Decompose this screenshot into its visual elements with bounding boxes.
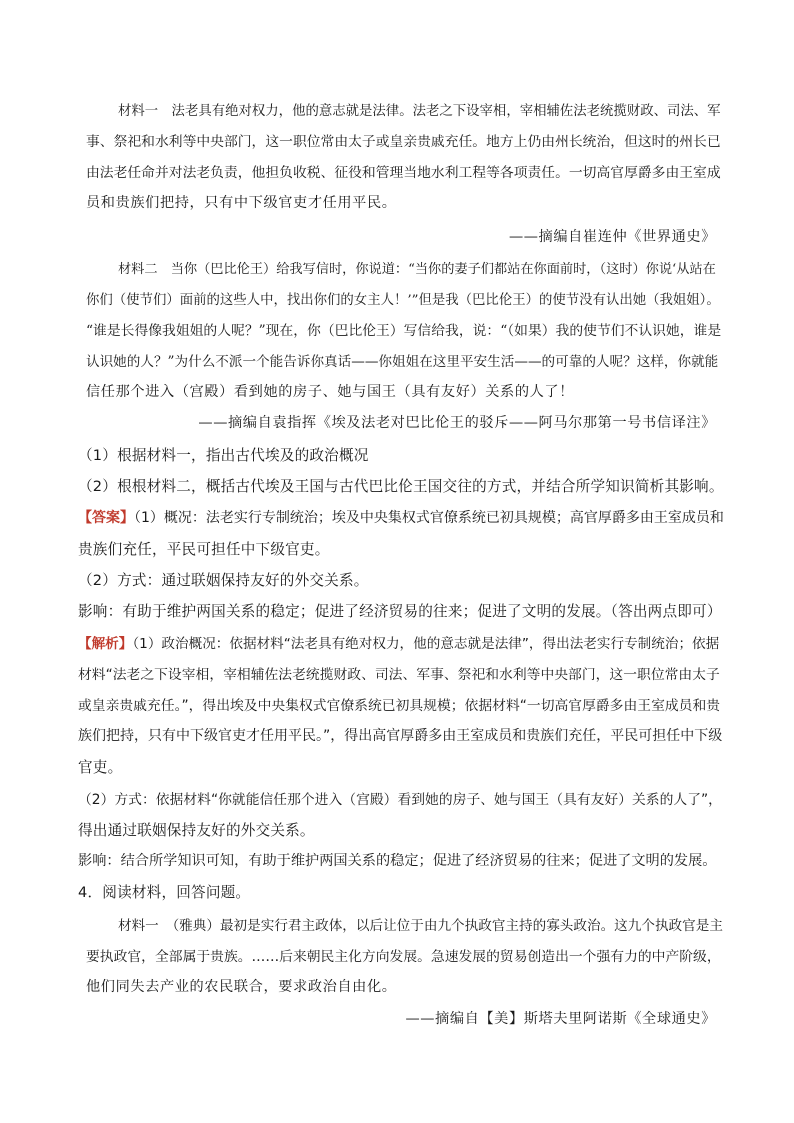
material-two-line: 认识她的人？”为什么不派一个能告诉你真话——你姐姐在这里平安生活——的可靠的人呢？这样，你就能	[86, 354, 719, 370]
analysis-line: 影响：结合所学知识可知，有助于维护两国关系的稳定；促进了经济贸易的往来；促进了文明的发展。	[78, 853, 717, 869]
material-two-line: 信任那个进入（宫殿）看到她的房子、她与国王（具有友好）关系的人了！	[86, 384, 574, 400]
answer-line: 贵族们充任，平民可担任中下级官吏。	[78, 541, 330, 558]
analysis-line: 或皇亲贵戚充任。”，得出埃及中央集权式官僚系统已初具规模；依据材料“一切高官厚爵多由王室成员和贵	[78, 698, 721, 714]
question-4-source: ——摘编自【美】斯塔夫里阿诺斯《全球通史》	[405, 1011, 716, 1027]
answer-line: （2）方式：通过联姻保持友好的外交关系。	[78, 572, 369, 589]
analysis-text: （1）政治概况：依据材料“法老具有绝对权力，他的意志就是法律”，得出法老实行专制统治；依据	[132, 636, 720, 652]
analysis-line: 族们把持，只有中下级官吏才任用平民。”，得出高官厚爵多由王室成员和贵族们充任，平民可担任中下级	[78, 728, 723, 744]
material-one-source: ——摘编自崔连仲《世界通史》	[508, 229, 716, 245]
question-4-material-line: 他们同失去产业的农民联合，要求政治自由化。	[86, 979, 397, 995]
material-one-line: 由法老任命并对法老负责，他担负收税、征役和管理当地水利工程等各项责任。一切高官厚爵多由王室成	[86, 165, 721, 181]
answer-line	[78, 507, 724, 527]
analysis-line: 材料“法老之下设宰相，宰相辅佐法老统揽财政、司法、军事、祭祀和水利等中央部门，这一职位常由太子	[78, 667, 720, 683]
answer-text: （1）概况：法老实行专制统治；埃及中央集权式官僚系统已初具规模；高官厚爵多由王室成员和	[134, 510, 724, 526]
question-4-title: 4．阅读材料，回答问题。	[78, 884, 251, 901]
question-1: （1）根据材料一，指出古代埃及的政治概况	[78, 447, 369, 464]
analysis-line: 得出通过联姻保持友好的外交关系。	[78, 822, 315, 839]
answer-line: 影响：有助于维护两国关系的稳定；促进了经济贸易的往来；促进了文明的发展。（答出两点即可）	[78, 603, 722, 620]
question-4-material-line: 材料一 （雅典）最初是实行君主政体，以后让位于由九个执政官主持的寡头政治。这九个执政官是主	[118, 918, 723, 934]
material-one-line: 事、祭祀和水利等中央部门，这一职位常由太子或皇亲贵戚充任。地方上仍由州长统治，但这时的州长已	[86, 134, 721, 150]
answer-tag: 【答案】	[78, 510, 134, 526]
question-2: （2）根根材料二，概括古代埃及王国与古代巴比伦王国交往的方式，并结合所学知识简析其影响。	[78, 478, 724, 495]
analysis-line: （2）方式：依据材料“你就能信任那个进入（宫殿）看到她的房子、她与国王（具有友好）关系的人了”，	[78, 792, 722, 808]
material-two-line: 材料二 当你（巴比伦王）给我写信时，你说道：“当你的妻子们都站在你面前时，（这时）你说‘从站在	[118, 262, 716, 277]
analysis-line	[78, 632, 719, 652]
analysis-line: 官吏。	[78, 759, 123, 776]
material-two-line: 你们（使节们）面前的这些人中，找出你们的女主人！’”但是我（巴比伦王）的使节没有认出她（我姐姐）。	[86, 293, 720, 308]
material-two-line: “谁是长得像我姐姐的人呢？”现在，你（巴比伦王）写信给我，说：“（如果）我的使节们不认识她，谁是	[86, 323, 722, 339]
material-two-source: ——摘编自袁指挥《埃及法老对巴比伦王的驳斥——阿马尔那第一号书信译注》	[198, 415, 716, 431]
question-4-material-line: 要执政官，全部属于贵族。……后来朝民主化方向发展。急速发展的贸易创造出一个强有力的中产阶级，	[86, 949, 721, 965]
material-one-line: 材料一 法老具有绝对权力，他的意志就是法律。法老之下设宰相，宰相辅佐法老统揽财政、司法、军	[118, 104, 721, 119]
analysis-tag: 【解析】	[78, 636, 133, 652]
material-one-line: 员和贵族们把持，只有中下级官吏才任用平民。	[86, 195, 397, 211]
